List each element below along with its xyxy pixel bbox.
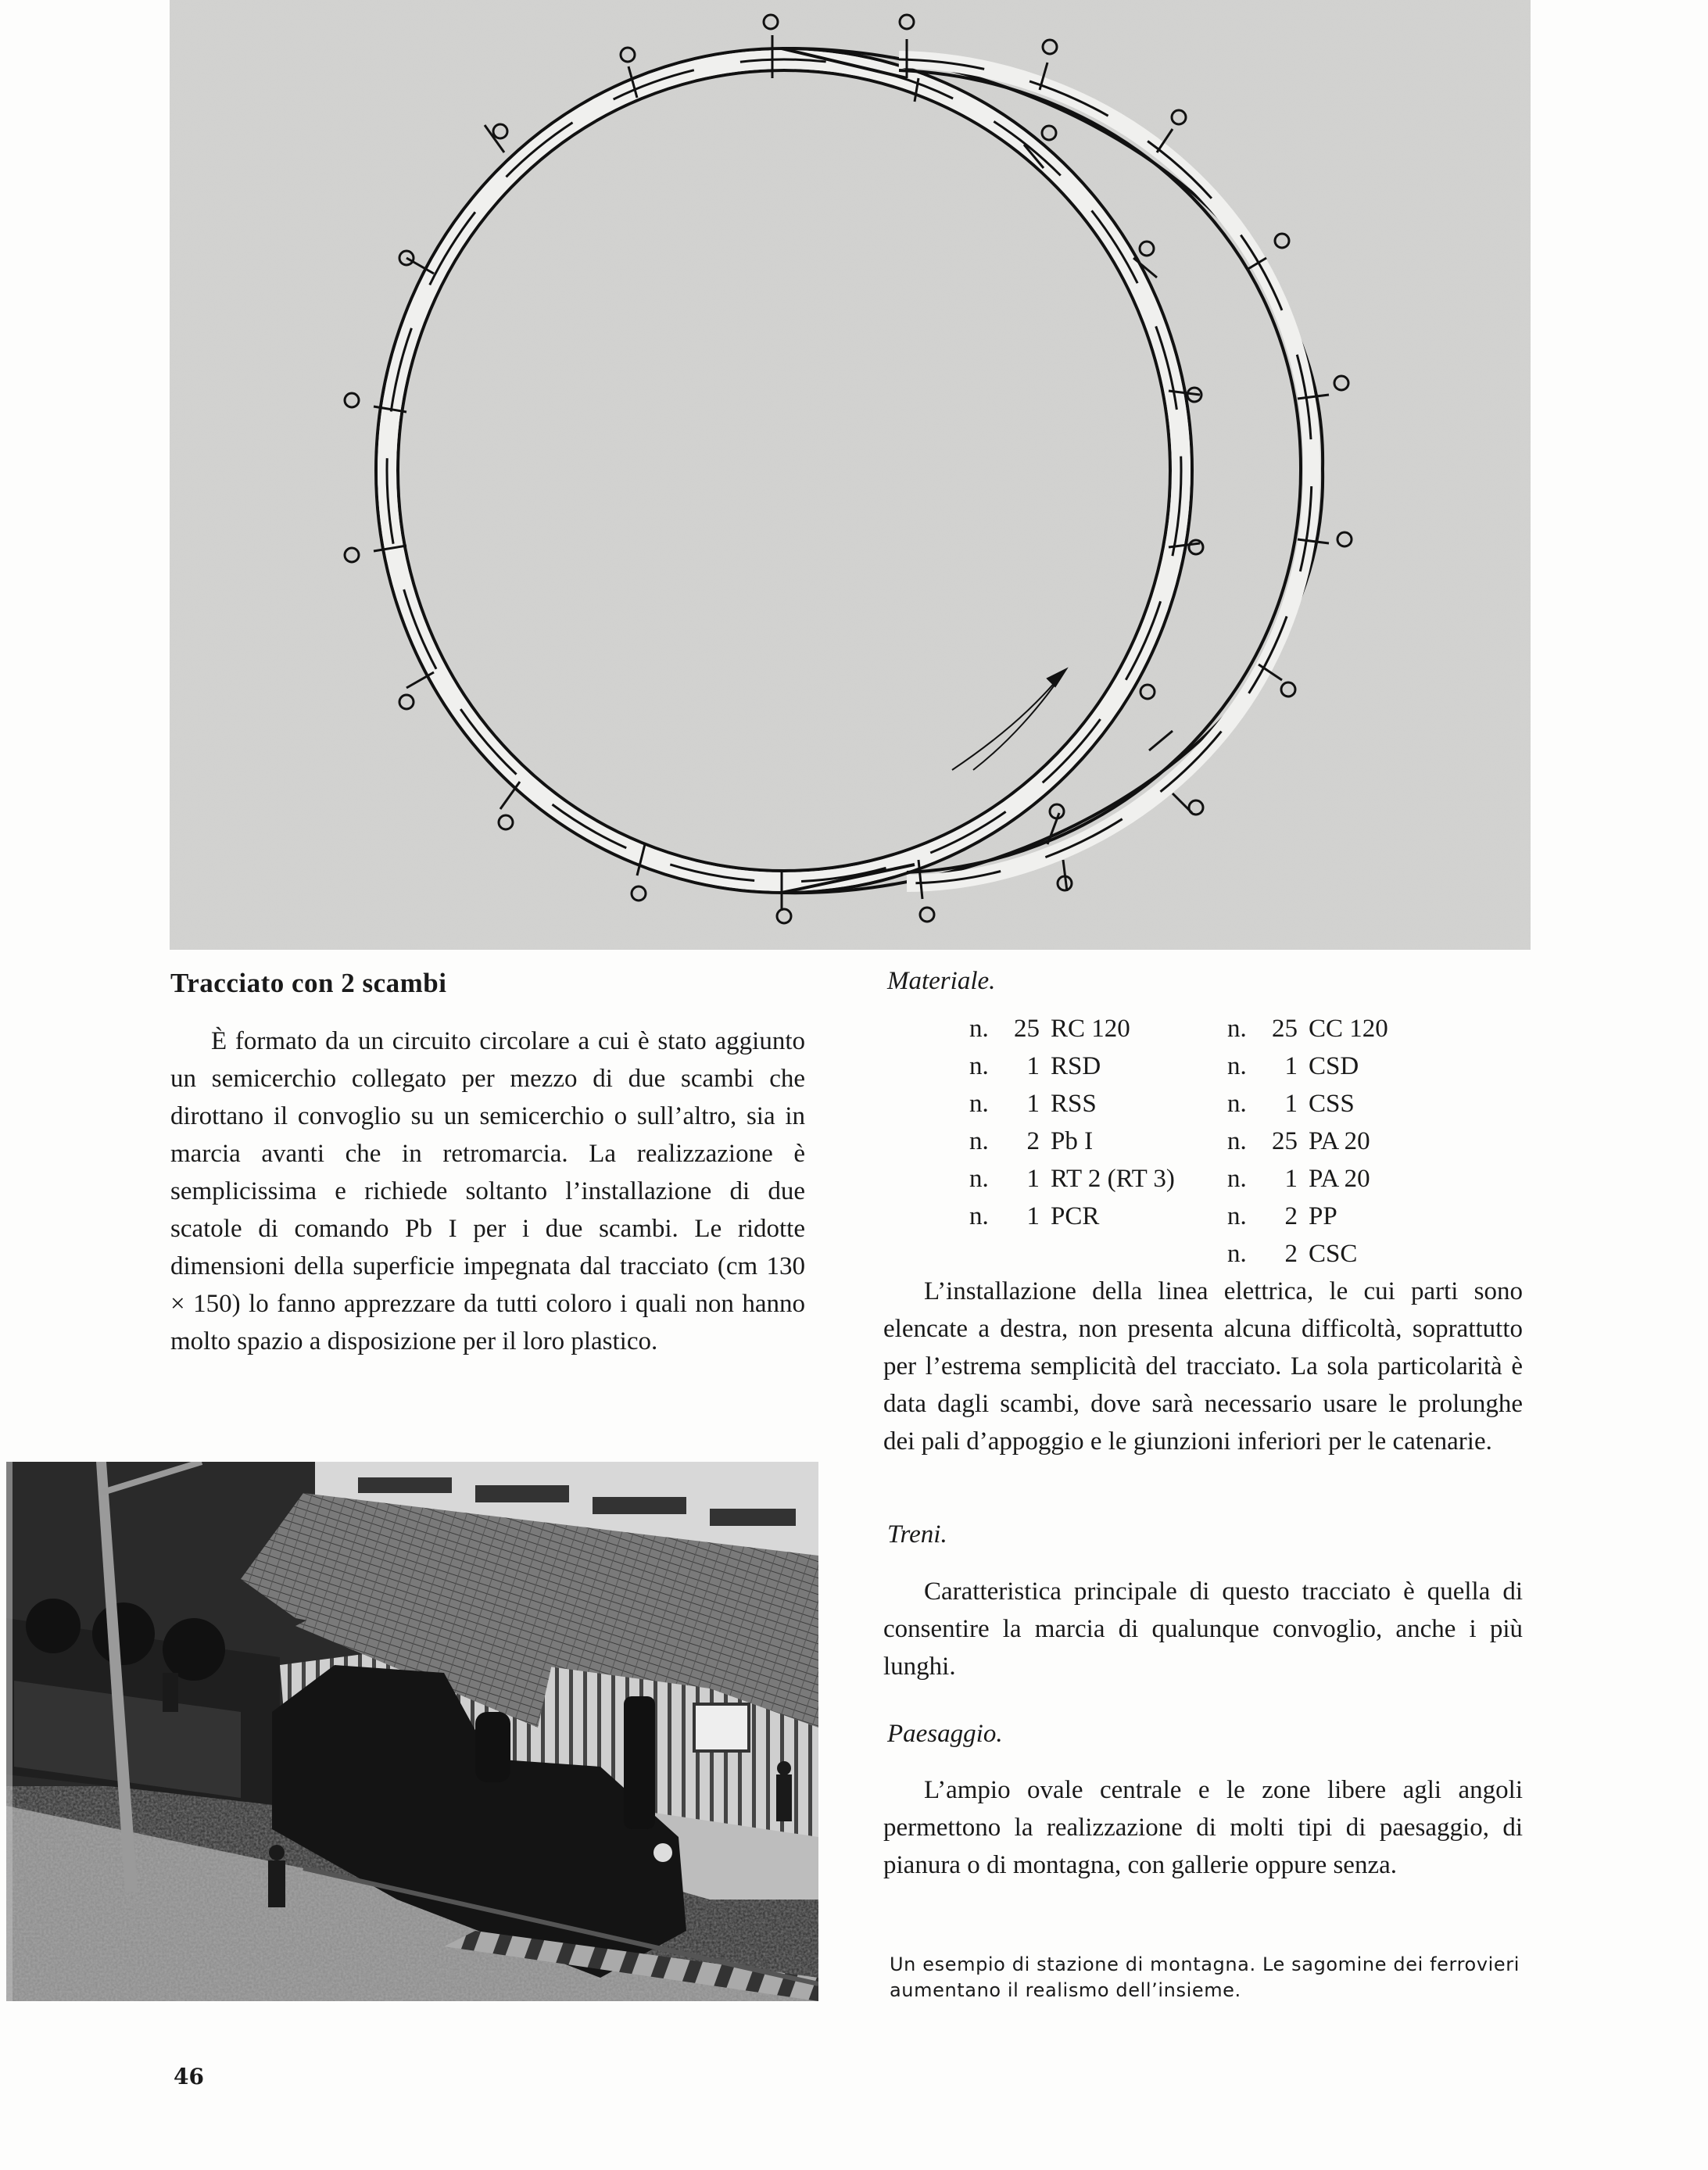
part-code: RT 2 (RT 3) bbox=[1051, 1165, 1175, 1193]
materials-row bbox=[969, 1047, 1485, 1085]
part-code: PCR bbox=[1051, 1202, 1100, 1230]
treni-text-block bbox=[883, 1573, 1523, 1685]
material-item-right bbox=[1227, 1010, 1485, 1047]
paesaggio-text-block bbox=[883, 1771, 1523, 1884]
treni-label: Treni. bbox=[887, 1520, 947, 1549]
part-code: Pb I bbox=[1051, 1127, 1094, 1155]
n-label: n. bbox=[969, 1090, 989, 1118]
n-label: n. bbox=[969, 1052, 989, 1080]
materials-list bbox=[969, 1010, 1485, 1273]
quantity: 2 bbox=[1284, 1202, 1298, 1230]
part-code: CSC bbox=[1309, 1240, 1358, 1268]
part-code: CC 120 bbox=[1309, 1015, 1388, 1043]
quantity: 25 bbox=[1272, 1127, 1298, 1155]
materials-row bbox=[969, 1235, 1485, 1273]
material-item-left bbox=[969, 1047, 1227, 1085]
paesaggio-paragraph: L’ampio ovale centrale e le zone libere agli angoli permettono la realizzazione di molti tipi di paesaggio, di pianura o di montagna, con gallerie oppure senza. bbox=[883, 1776, 1523, 1879]
n-label: n. bbox=[969, 1165, 989, 1193]
quantity: 1 bbox=[1026, 1165, 1040, 1193]
n-label: n. bbox=[1227, 1090, 1247, 1118]
material-item-right bbox=[1227, 1198, 1485, 1235]
material-item-left bbox=[969, 1123, 1227, 1160]
part-code: CSS bbox=[1309, 1090, 1355, 1118]
treni-paragraph: Caratteristica principale di questo tracciato è quella di consentire la marcia di qualunque convoglio, anche i più lunghi. bbox=[883, 1577, 1523, 1681]
material-item-left-empty bbox=[969, 1235, 1227, 1273]
article-heading: Tracciato con 2 scambi bbox=[170, 968, 447, 998]
page-number: 46 bbox=[174, 2064, 204, 2089]
quantity: 1 bbox=[1026, 1202, 1040, 1230]
paesaggio-label: Paesaggio. bbox=[887, 1720, 1003, 1748]
part-code: RSD bbox=[1051, 1052, 1101, 1080]
intro-text-block bbox=[170, 1022, 805, 1360]
quantity: 1 bbox=[1284, 1090, 1298, 1118]
part-code: CSD bbox=[1309, 1052, 1359, 1080]
material-item-left bbox=[969, 1160, 1227, 1198]
material-item-left bbox=[969, 1010, 1227, 1047]
material-item-right bbox=[1227, 1123, 1485, 1160]
station-photo bbox=[6, 1462, 818, 2001]
material-item-left bbox=[969, 1085, 1227, 1123]
quantity: 25 bbox=[1272, 1015, 1298, 1043]
n-label: n. bbox=[969, 1015, 989, 1043]
n-label: n. bbox=[969, 1127, 989, 1155]
material-item-right bbox=[1227, 1047, 1485, 1085]
material-item-left bbox=[969, 1198, 1227, 1235]
materiale-paragraph: L’installazione della linea elettrica, le cui parti sono elencate a destra, non presenta alcuna difficoltà, soprattutto per l’estrema semplicità del tracciato. La sola particolarità è data dagli scambi, dove sarà necessario usare le prolunghe dei pali d’appoggio e le giunzioni inferiori per le catenarie. bbox=[883, 1277, 1523, 1456]
material-item-right bbox=[1227, 1160, 1485, 1198]
part-code: RC 120 bbox=[1051, 1015, 1130, 1043]
n-label: n. bbox=[1227, 1202, 1247, 1230]
quantity: 2 bbox=[1026, 1127, 1040, 1155]
quantity: 25 bbox=[1014, 1015, 1040, 1043]
material-item-right bbox=[1227, 1235, 1485, 1273]
part-code: PP bbox=[1309, 1202, 1337, 1230]
n-label: n. bbox=[1227, 1165, 1247, 1193]
n-label: n. bbox=[1227, 1052, 1247, 1080]
materials-row bbox=[969, 1198, 1485, 1235]
n-label: n. bbox=[969, 1202, 989, 1230]
part-code: PA 20 bbox=[1309, 1127, 1370, 1155]
quantity: 1 bbox=[1026, 1090, 1040, 1118]
materials-row bbox=[969, 1085, 1485, 1123]
quantity: 1 bbox=[1284, 1052, 1298, 1080]
photo-illustration bbox=[6, 1462, 818, 2001]
materiale-text-block bbox=[883, 1273, 1523, 1460]
materials-row bbox=[969, 1123, 1485, 1160]
quantity: 1 bbox=[1284, 1165, 1298, 1193]
n-label: n. bbox=[1227, 1240, 1247, 1268]
photo-caption: Un esempio di stazione di montagna. Le sagomine dei ferrovieri aumentano il realismo dell’insieme. bbox=[890, 1953, 1520, 2001]
material-item-right bbox=[1227, 1085, 1485, 1123]
quantity: 1 bbox=[1026, 1052, 1040, 1080]
track-layout-diagram bbox=[170, 0, 1531, 950]
intro-paragraph: È formato da un circuito circolare a cui è stato aggiunto un semicerchio collegato per mezzo di due scambi che dirottano il convoglio su un semicerchio o sull’altro, sia in marcia avanti che in retromarcia. La realizzazione è semplicissima e richiede soltanto l’installazione di due scatole di comando Pb I per i due scambi. Le ridotte dimensioni della superficie impegnata dal tracciato (cm 130 × 150) lo fanno apprezzare da tutti coloro i quali non hanno molto spazio a disposizione per il loro plastico. bbox=[170, 1027, 805, 1355]
materials-row bbox=[969, 1010, 1485, 1047]
part-code: PA 20 bbox=[1309, 1165, 1370, 1193]
quantity: 2 bbox=[1284, 1240, 1298, 1268]
n-label: n. bbox=[1227, 1127, 1247, 1155]
part-code: RSS bbox=[1051, 1090, 1097, 1118]
n-label: n. bbox=[1227, 1015, 1247, 1043]
materials-row bbox=[969, 1160, 1485, 1198]
materiale-label: Materiale. bbox=[887, 967, 996, 995]
track-diagram-svg bbox=[170, 0, 1531, 950]
